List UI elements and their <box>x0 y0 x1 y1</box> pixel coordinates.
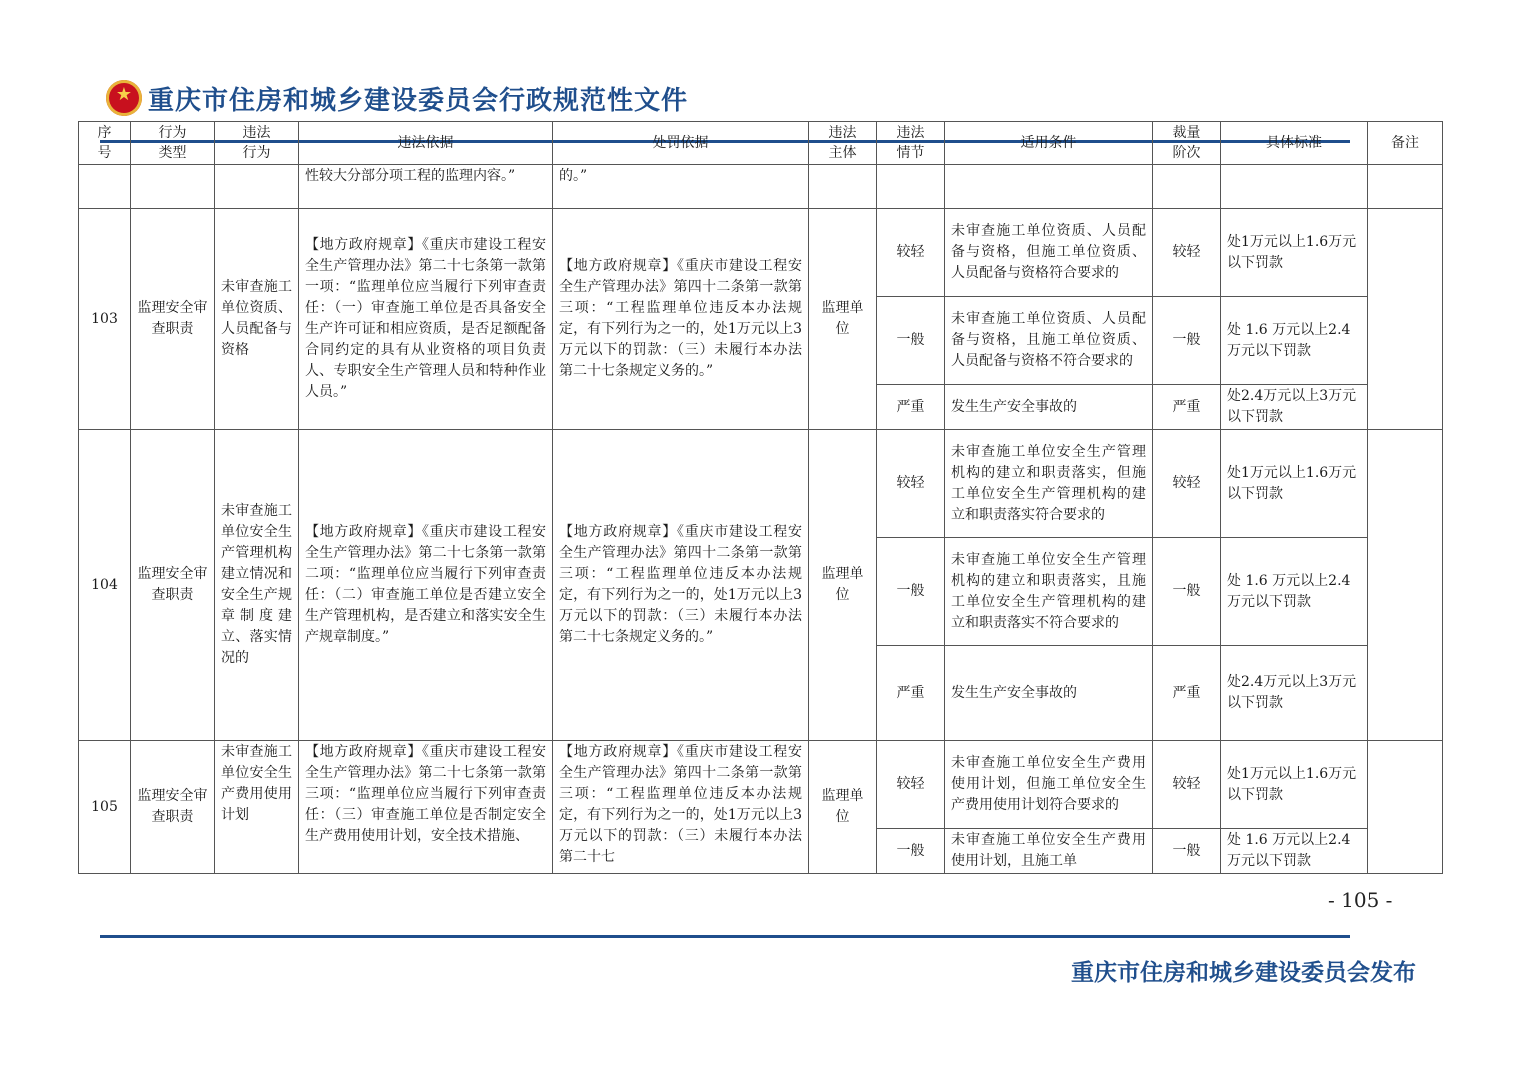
cell-standard: 处 1.6 万元以上2.4万元以下罚款 <box>1221 538 1368 646</box>
header-circumstance: 违法 情节 <box>877 122 945 165</box>
cell-legal-basis: 【地方政府规章】《重庆市建设工程安全生产管理办法》第二十七条第一款第二项：“监理单位应当履行下列审查责任：（二）审查施工单位是否建立安全生产管理机构，是否建立和落实安全生产规章制度。” <box>299 430 553 741</box>
cell-type: 监理安全审查职责 <box>131 430 215 741</box>
cell-level: 严重 <box>1153 385 1221 430</box>
cell-remark <box>1368 430 1443 741</box>
table-row <box>79 209 1443 297</box>
cell-standard: 处1万元以上1.6万元以下罚款 <box>1221 741 1368 829</box>
cell-legal-basis: 性较大分部分项工程的监理内容。” <box>299 165 553 209</box>
header-act: 违法 行为 <box>215 122 299 165</box>
cell-remark <box>1368 209 1443 430</box>
cell-penalty-basis: 【地方政府规章】《重庆市建设工程安全生产管理办法》第四十二条第一款第三项：“工程监理单位违反本办法规定，有下列行为之一的，处1万元以上3万元以下的罚款：（三）未履行本办法第二十七条规定义务的。” <box>553 209 809 430</box>
table-row <box>79 741 1443 829</box>
cell-level: 较轻 <box>1153 741 1221 829</box>
cell-standard: 处1万元以上1.6万元以下罚款 <box>1221 430 1368 538</box>
cell-seq: 104 <box>79 430 131 741</box>
cell-level: 严重 <box>1153 646 1221 741</box>
cell-conditions: 未审查施工单位资质、人员配备与资格，且施工单位资质、人员配备与资格不符合要求的 <box>945 297 1153 385</box>
header-legal-basis: 违法依据 <box>299 122 553 165</box>
cell-circumstance: 严重 <box>877 385 945 430</box>
table-row <box>79 430 1443 538</box>
cell-penalty-basis: 【地方政府规章】《重庆市建设工程安全生产管理办法》第四十二条第一款第三项：“工程监理单位违反本办法规定，有下列行为之一的，处1万元以上3万元以下的罚款：（三）未履行本办法第二十七条规定义务的。” <box>553 430 809 741</box>
cell-act: 未审查施工单位安全生产费用使用计划 <box>215 741 299 874</box>
header-type: 行为 类型 <box>131 122 215 165</box>
cell-level: 一般 <box>1153 538 1221 646</box>
cell-circumstance: 较轻 <box>877 209 945 297</box>
cell-conditions: 未审查施工单位安全生产费用使用计划，且施工单 <box>945 829 1153 874</box>
header-standard: 具体标准 <box>1221 122 1368 165</box>
page-number: - 105 - <box>1328 888 1393 912</box>
cell-conditions: 未审查施工单位资质、人员配备与资格，但施工单位资质、人员配备与资格符合要求的 <box>945 209 1153 297</box>
cell-level: 较轻 <box>1153 430 1221 538</box>
cell-circumstance: 一般 <box>877 538 945 646</box>
cell-circumstance: 一般 <box>877 829 945 874</box>
cell-standard: 处1万元以上1.6万元以下罚款 <box>1221 209 1368 297</box>
cell-subject: 监理单位 <box>809 430 877 741</box>
cell-circumstance: 一般 <box>877 297 945 385</box>
cell-legal-basis: 【地方政府规章】《重庆市建设工程安全生产管理办法》第二十七条第一款第三项：“监理单位应当履行下列审查责任：（三）审查施工单位是否制定安全生产费用使用计划，安全技术措施、 <box>299 741 553 874</box>
cell-act: 未审查施工单位安全生产管理机构建立情况和安全生产规章制度建立、落实情况的 <box>215 430 299 741</box>
header-level: 裁量 阶次 <box>1153 122 1221 165</box>
cell-standard: 处 1.6 万元以上2.4万元以下罚款 <box>1221 297 1368 385</box>
cell-seq: 103 <box>79 209 131 430</box>
cell-conditions: 发生生产安全事故的 <box>945 646 1153 741</box>
cell-type: 监理安全审查职责 <box>131 741 215 874</box>
publisher-label: 重庆市住房和城乡建设委员会发布 <box>1071 960 1416 986</box>
cell-type: 监理安全审查职责 <box>131 209 215 430</box>
cell-level: 一般 <box>1153 297 1221 385</box>
cell-conditions: 未审查施工单位安全生产管理机构的建立和职责落实，且施工单位安全生产管理机构的建立和职责落实不符合要求的 <box>945 538 1153 646</box>
footer-divider <box>100 935 1350 938</box>
cell-remark <box>1368 741 1443 874</box>
table-row-continuation <box>79 165 1443 209</box>
cell-standard: 处2.4万元以上3万元以下罚款 <box>1221 385 1368 430</box>
header-title: 重庆市住房和城乡建设委员会行政规范性文件 <box>148 85 689 116</box>
cell-circumstance: 严重 <box>877 646 945 741</box>
header-conditions: 适用条件 <box>945 122 1153 165</box>
cell-penalty-basis: 【地方政府规章】《重庆市建设工程安全生产管理办法》第四十二条第一款第三项：“工程监理单位违反本办法规定，有下列行为之一的，处1万元以上3万元以下的罚款：（三）未履行本办法第二十七 <box>553 741 809 874</box>
cell-circumstance: 较轻 <box>877 430 945 538</box>
cell-subject: 监理单位 <box>809 209 877 430</box>
cell-legal-basis: 【地方政府规章】《重庆市建设工程安全生产管理办法》第二十七条第一款第一项：“监理单位应当履行下列审查责任：（一）审查施工单位是否具备安全生产许可证和相应资质，是否足额配备合同约定的具有从业资格的项目负责人、专职安全生产管理人员和特种作业人员。” <box>299 209 553 430</box>
national-emblem-icon <box>106 80 142 116</box>
header-subject: 违法 主体 <box>809 122 877 165</box>
document-header <box>106 80 688 116</box>
cell-standard: 处 1.6 万元以上2.4万元以下罚款 <box>1221 829 1368 874</box>
cell-conditions: 发生生产安全事故的 <box>945 385 1153 430</box>
header-penalty-basis: 处罚依据 <box>553 122 809 165</box>
cell-conditions: 未审查施工单位安全生产管理机构的建立和职责落实，但施工单位安全生产管理机构的建立和职责落实符合要求的 <box>945 430 1153 538</box>
cell-seq: 105 <box>79 741 131 874</box>
cell-subject: 监理单位 <box>809 741 877 874</box>
cell-circumstance: 较轻 <box>877 741 945 829</box>
cell-level: 较轻 <box>1153 209 1221 297</box>
cell-penalty-basis: 的。” <box>553 165 809 209</box>
header-seq: 序 号 <box>79 122 131 165</box>
cell-act: 未审查施工单位资质、人员配备与资格 <box>215 209 299 430</box>
cell-conditions: 未审查施工单位安全生产费用使用计划，但施工单位安全生产费用使用计划符合要求的 <box>945 741 1153 829</box>
cell-level: 一般 <box>1153 829 1221 874</box>
cell-standard: 处2.4万元以上3万元以下罚款 <box>1221 646 1368 741</box>
penalty-discretion-table <box>78 121 1443 874</box>
header-remark: 备注 <box>1368 122 1443 165</box>
table-header-row <box>79 122 1443 165</box>
